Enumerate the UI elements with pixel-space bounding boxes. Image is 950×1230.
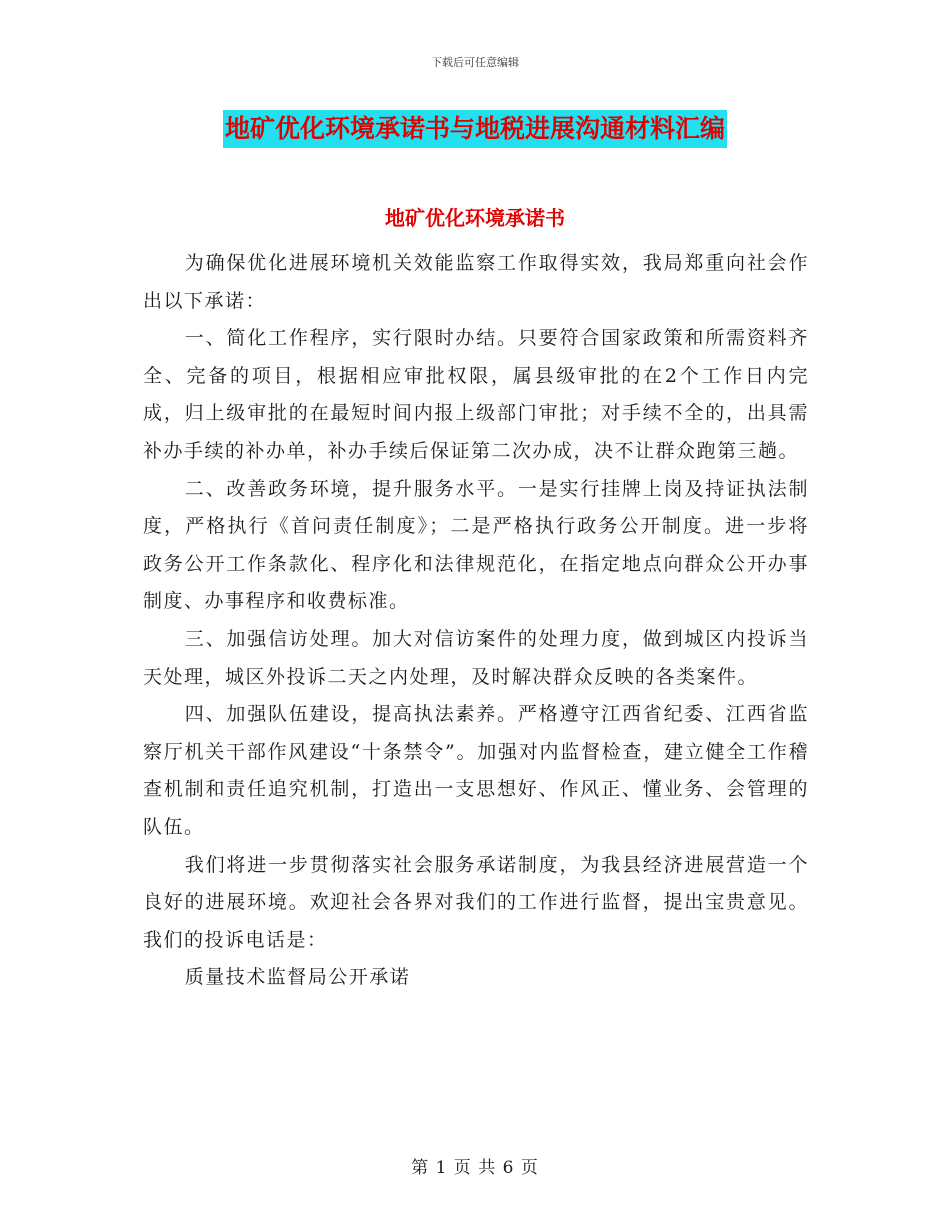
document-body	[143, 245, 809, 997]
document-title: 地矿优化环境承诺书与地税进展沟通材料汇编	[223, 110, 727, 148]
page-header: 下载后可任意编辑	[431, 56, 519, 69]
paragraph-intro: 为确保优化进展环境机关效能监察工作取得实效，我局郑重向社会作出以下承诺：	[143, 252, 809, 312]
paragraph-closing: 我们将进一步贯彻落实社会服务承诺制度，为我县经济进展营造一个良好的进展环境。欢迎社会各界对我们的工作进行监督，提出宝贵意见。我们的投诉电话是：	[143, 853, 809, 951]
paragraph-item-3: 三、加强信访处理。加大对信访案件的处理力度，做到城区内投诉当天处理，城区外投诉二天之内处理，及时解决群众反映的各类案件。	[143, 627, 809, 688]
section-title: 地矿优化环境承诺书	[385, 206, 565, 230]
document-title-container	[0, 110, 950, 148]
paragraph-item-1: 一、简化工作程序，实行限时办结。只要符合国家政策和所需资料齐全、完备的项目，根据相应审批权限，属县级审批的在2个工作日内完成，归上级审批的在最短时间内报上级部门审批；对手续不全的，出具需补办手续的补办单，补办手续后保证第二次办成，决不让群众跑第三趟。	[143, 327, 809, 462]
page-footer: 第 1 页 共 6 页	[411, 1158, 539, 1178]
paragraph-item-2: 二、改善政务环境，提升服务水平。一是实行挂牌上岗及持证执法制度，严格执行《首问责任制度》；二是严格执行政务公开制度。进一步将政务公开工作条款化、程序化和法律规范化，在指定地点向群众公开办事制度、办事程序和收费标准。	[143, 477, 809, 613]
paragraph-item-4: 四、加强队伍建设，提高执法素养。严格遵守江西省纪委、江西省监察厅机关干部作风建设“十条禁令”。加强对内监督检查，建立健全工作稽查机制和责任追究机制，打造出一支思想好、作风正、懂业务、会管理的队伍。	[143, 703, 809, 838]
paragraph-next-heading: 质量技术监督局公开承诺	[184, 966, 411, 989]
